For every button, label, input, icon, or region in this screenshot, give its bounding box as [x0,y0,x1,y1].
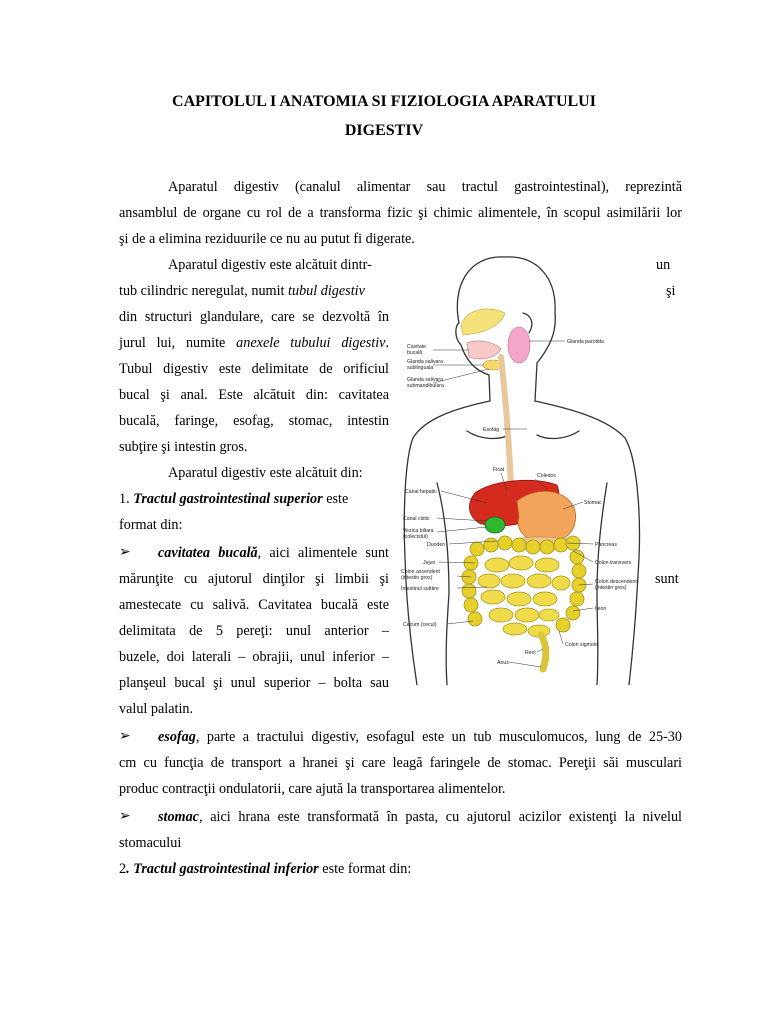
label-colon-descendent-2: (intestin gros) [595,585,627,591]
cav-line-4: delimitata de 5 pereţi: unul anterior – [119,623,389,639]
esofag-line-2: cm cu funcţia de transport a hranei şi care leagă faringele de stomac. Pereţii săi musculari [119,755,682,771]
label-canal-cistic: Canal cistic [403,516,430,522]
cav-line-7: valul palatin. [119,701,194,717]
gallbladder [485,517,505,533]
item1-heading: Tractul gastrointestinal superior [133,491,323,507]
cav-line-6: planşeul bucal şi unul superior – bolta sau [119,675,389,691]
cav-line-2-tail: sunt [655,571,679,587]
para2-line-2-text: tub cilindric neregulat, numit [119,283,289,299]
term-esofag: esofag [158,729,196,745]
item2-heading: . Tractul gastrointestinal inferior [126,861,319,877]
item2-number: 2 [119,861,127,877]
label-colon-transvers: Colon transvers [595,560,632,566]
esofag-line-1 [158,729,682,746]
label-cavitate: Cavitate [407,344,427,350]
label-anus: Anus [497,660,509,666]
para2-line-4-end: . [385,335,389,351]
term-stomac: stomac [158,809,199,825]
label-sublinguala: Glanda salivara [407,359,444,365]
para2-line-3: din structuri glandulare, care se dezvoltă în [119,309,389,325]
item2-rest: este format din: [318,861,412,877]
para2-line-4-text: jurul lui, numite [119,335,237,351]
label-vezica: Vezica biliara [403,528,434,534]
label-canal-hepatic: Canal hepatic [405,489,437,495]
label-submandibulara-2: submandibulara [407,383,444,389]
label-duoden: Duoden [427,542,446,548]
digestive-system-figure [397,253,655,685]
esofag-line-1-rest: , parte a tractului digestiv, esofagul este un tub musculomucos, lung de 25-30 [195,729,682,745]
item1-line-2: format din: [119,517,183,533]
para1-line-1: Aparatul digestiv (canalul alimentar sau tractul gastrointestinal), reprezintă [168,179,682,195]
stomac-line-1-rest: , aici hrana este transformată în pasta, cu ajutorul acizilor existenţi la nivelul [198,809,682,825]
label-cecum: Cecum (cecul) [403,622,437,628]
cav-line-3: amestecate cu salivă. Cavitatea bucală este [119,597,389,613]
term-anexele: anexele tubului digestiv [236,335,386,351]
stomach [517,491,576,543]
term-cavitatea-bucala: cavitatea bucală [158,545,258,561]
label-intestinul-subtire: Intestinul subtire [401,586,439,592]
cav-line-2: mărunţite cu ajutorul dinţilor şi limbii şi [119,571,389,587]
stomac-line-2: stomacului [119,835,182,851]
bullet-arrow-icon: ➢ [119,809,131,824]
label-vezica-2: (colecistul) [403,534,428,540]
label-coledoc: Coledoc [537,473,557,479]
label-sublinguala-2: sublinguala [407,365,434,371]
parotid-gland [508,327,530,363]
item1-number: 1. [119,491,134,507]
term-tubul-digestiv: tubul digestiv [288,283,365,299]
label-colon-ascendent: Colon ascendent [401,569,440,575]
label-colon-descendent: Colon descendent [595,579,637,585]
label-cavitate-2: bucală [407,350,423,356]
label-ileon: Ileon [595,606,607,612]
para2-line-2-tail: şi [666,283,676,299]
label-colon-sigmoid: Colon sigmoid [565,642,598,648]
label-colon-ascendent-2: (intestin gros) [401,575,433,581]
para2-line-1: Aparatul digestiv este alcătuit dintr- [168,257,372,273]
item1-rest: este [322,491,349,507]
bullet-arrow-icon: ➢ [119,545,131,560]
item2-line-1 [119,861,411,878]
label-esofag: Esofag [483,427,500,433]
para2-line-1-tail: un [656,257,671,273]
para2-line-4 [119,335,389,352]
item1-line-1 [119,491,348,508]
para3-line-1: Aparatul digestiv este alcătuit din: [168,465,363,481]
label-ficat: Ficat [493,467,505,473]
cav-line-1-rest: , aici alimentele sunt [257,545,389,561]
para1-line-3: şi de a elimina reziduurile ce nu au putut fi digerate. [119,231,415,247]
label-submandibulara: Glanda salivara [407,377,444,383]
label-stomac: Stomac [584,500,602,506]
cav-line-5: buzele, doi laterali – obrajii, unul inferior – [119,649,389,665]
stomac-line-1 [158,809,682,826]
para1-line-2: ansamblul de organe cu rol de a transforma fizic şi chimic alimentele, în scopul asimilării lor [119,205,682,221]
label-pancreas: Pancreas [595,542,617,548]
cav-line-1 [158,545,389,562]
esofag-line-3: produc contracţii ondulatorii, care ajută la transportarea alimentelor. [119,781,506,797]
page-title-line-2: DIGESTIV [344,122,424,139]
para2-line-8: subţire şi intestin gros. [119,439,248,455]
para2-line-5: Tubul digestiv este delimitate de orificiul [119,361,389,377]
bullet-arrow-icon: ➢ [119,729,131,744]
label-rect: Rect [525,650,536,656]
para2-line-6: bucal şi anal. Este alcătuit din: cavitatea [119,387,389,403]
para2-line-7: bucală, faringe, esofag, stomac, intestin [119,413,389,429]
label-parotida: Glanda parotida [567,339,604,345]
page-title-line-1: CAPITOLUL I ANATOMIA SI FIZIOLOGIA APARATULUI [172,93,596,110]
label-jejun: Jejun [423,560,436,566]
para2-line-2 [119,283,365,300]
